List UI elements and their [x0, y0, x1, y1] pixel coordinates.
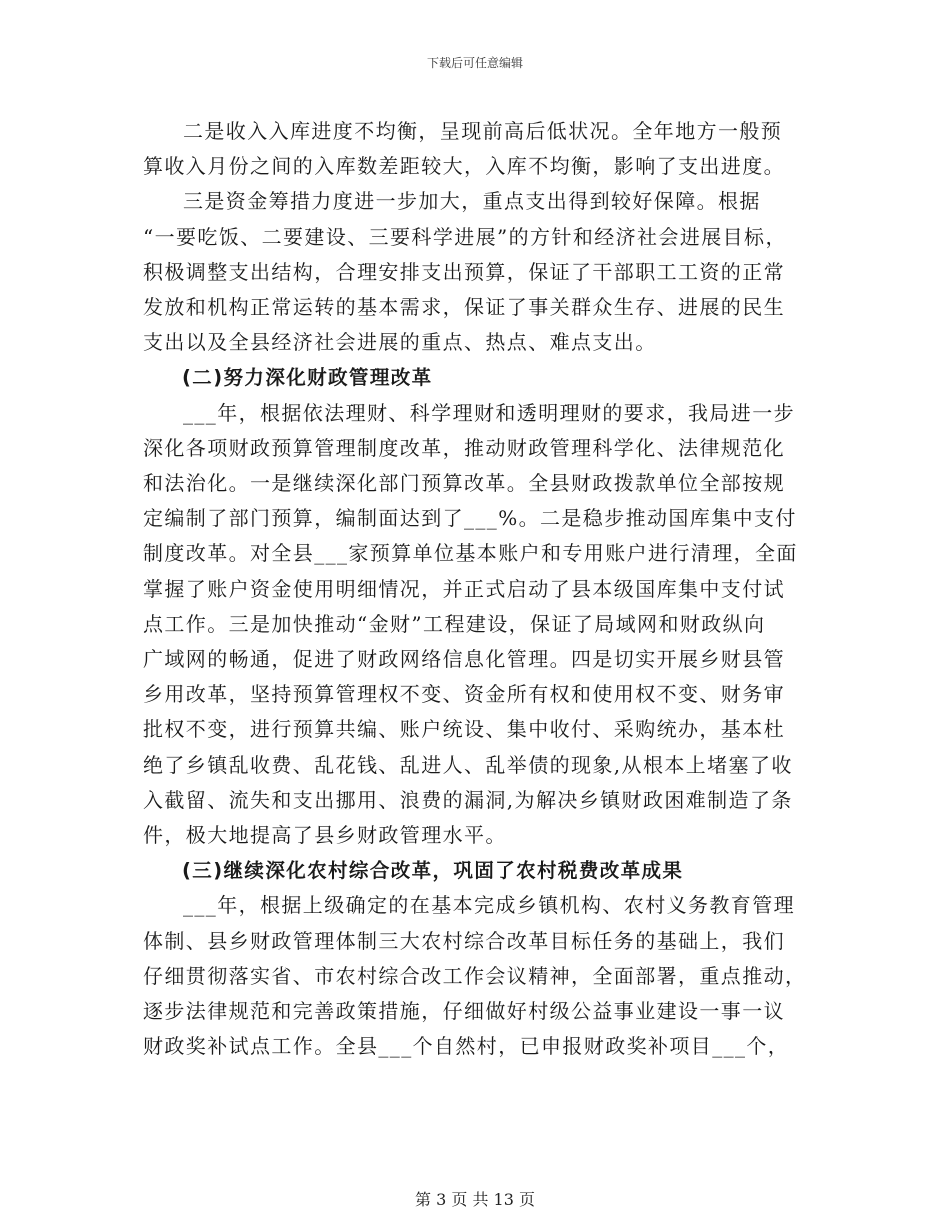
body-paragraph: [143, 114, 807, 184]
text-line: 掌握了账户资金使用明细情况，并正式启动了县本级国库集中支付试: [143, 576, 785, 601]
text-line: 点工作。三是加快推动“金财”工程建设，保证了局域网和财政纵向: [143, 611, 766, 636]
text-line: ___年，根据上级确定的在基本完成乡镇机构、农村义务教育管理: [183, 893, 795, 918]
text-line: 仔细贯彻落实省、市农村综合改工作会议精神，全面部署，重点推动，: [143, 963, 807, 988]
text-line: (三)继续深化农村综合改革，巩固了农村税费改革成果: [182, 859, 684, 883]
body-paragraph: [143, 184, 807, 360]
text-line: (二)努力深化财政管理改革: [182, 366, 433, 390]
document-body: [143, 114, 807, 1064]
text-line: 件，极大地提高了县乡财政管理水平。: [143, 823, 507, 848]
text-line: ___年，根据依法理财、科学理财和透明理财的要求，我局进一步: [183, 400, 795, 425]
text-line: 制度改革。对全县___家预算单位基本账户和专用账户进行清理，全面: [143, 541, 798, 566]
text-line: 广域网的畅通，促进了财政网络信息化管理。四是切实开展乡财县管: [143, 647, 785, 672]
text-line: 入截留、流失和支出挪用、浪费的漏洞,为解决乡镇财政困难制造了条: [143, 787, 793, 812]
text-line: 三是资金筹措力度进一步加大，重点支出得到较好保障。根据: [183, 189, 761, 214]
text-line: 批权不变，进行预算共编、账户统设、集中收付、采购统办，基本杜: [143, 717, 785, 742]
section-heading: [143, 360, 807, 395]
text-line: 发放和机构正常运转的基本需求，保证了事关群众生存、进展的民生: [143, 295, 785, 320]
body-paragraph: [143, 888, 807, 1064]
text-line: 积极调整支出结构，合理安排支出预算，保证了干部职工工资的正常: [143, 259, 785, 284]
text-line: 和法治化。一是继续深化部门预算改革。全县财政拨款单位全部按规: [143, 471, 785, 496]
text-line: 二是收入入库进度不均衡，呈现前高后低状况。全年地方一般预: [183, 119, 783, 143]
body-paragraph: [143, 396, 807, 854]
page-footer: 第 3 页 共 13 页: [415, 1190, 535, 1209]
page-header: 下载后可任意编辑: [426, 56, 523, 70]
text-line: 支出以及全县经济社会进展的重点、热点、难点支出。: [143, 330, 657, 355]
text-line: 绝了乡镇乱收费、乱花钱、乱进人、乱举债的现象,从根本上堵塞了收: [143, 752, 793, 777]
text-line: 乡用改革，坚持预算管理权不变、资金所有权和使用权不变、财务审: [143, 682, 785, 707]
text-line: 财政奖补试点工作。全县___个自然村，已申报财政奖补项目___个，: [143, 1034, 790, 1059]
text-line: “一要吃饭、二要建设、三要科学进展”的方针和经济社会进展目标，: [143, 224, 787, 249]
text-line: 深化各项财政预算管理制度改革，推动财政管理科学化、法律规范化: [143, 435, 785, 460]
section-heading: [143, 853, 807, 888]
text-line: 体制、县乡财政管理体制三大农村综合改革目标任务的基础上，我们: [143, 928, 785, 953]
text-line: 算收入月份之间的入库数差距较大，入库不均衡，影响了支出进度。: [143, 154, 785, 179]
text-line: 定编制了部门预算，编制面达到了___%。二是稳步推动国库集中支付: [143, 506, 797, 531]
text-line: 逐步法律规范和完善政策措施，仔细做好村级公益事业建设一事一议: [143, 999, 785, 1024]
